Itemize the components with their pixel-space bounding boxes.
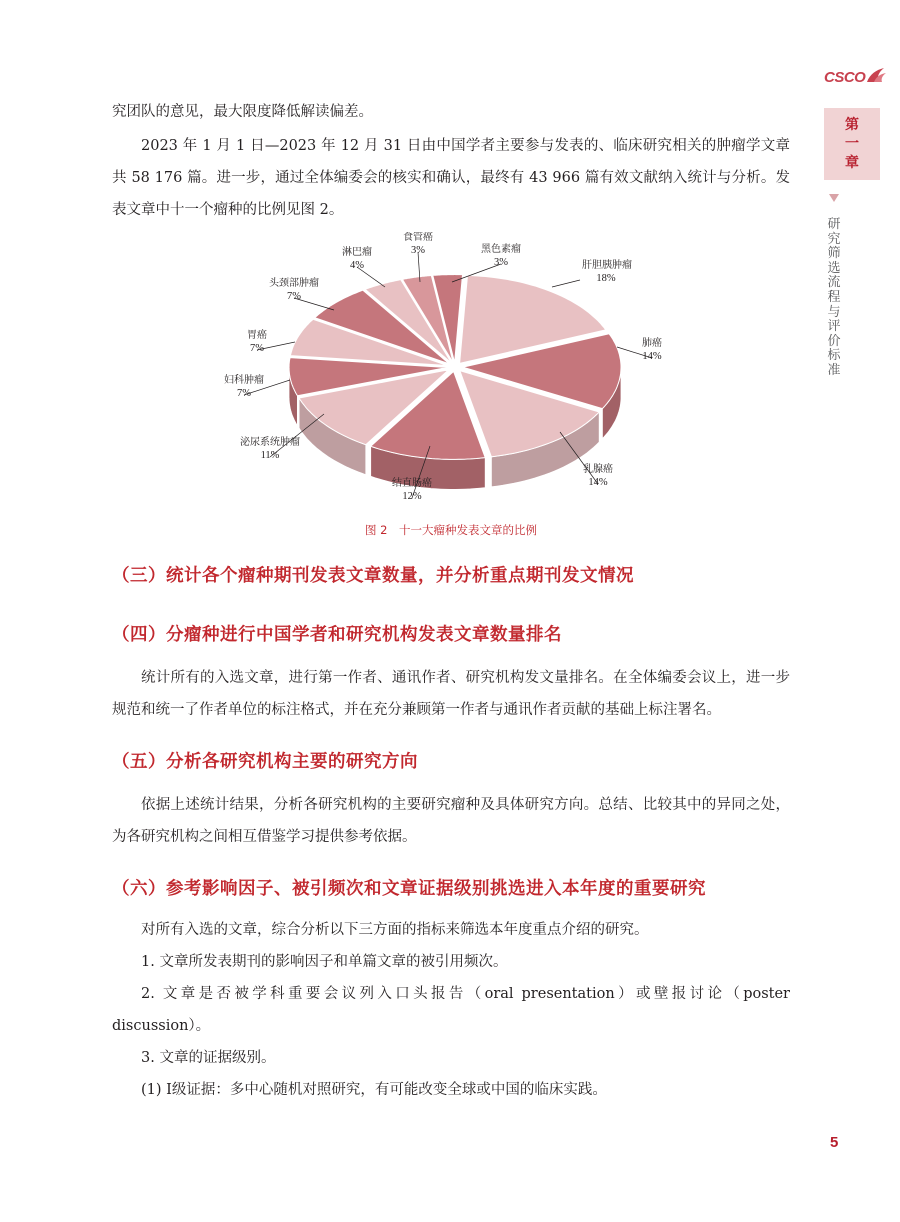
section-heading: （五）分析各研究机构主要的研究方向 xyxy=(112,752,418,772)
pie-chart-figure xyxy=(112,232,790,542)
slice-label: 黑色素瘤 xyxy=(481,244,521,255)
slice-label: 肺癌 xyxy=(642,338,662,349)
section-heading: （三）统计各个瘤种期刊发表文章数量，并分析重点期刊发文情况 xyxy=(112,566,634,586)
section-heading: （六）参考影响因子、被引频次和文章证据级别挑选进入本年度的重要研究 xyxy=(112,879,706,899)
pie-chart xyxy=(112,232,790,522)
side-title-char: 究 xyxy=(827,231,841,247)
triangle-down-icon xyxy=(829,194,839,202)
list-item: 3. 文章的证据级别。 xyxy=(141,1050,276,1066)
slice-label: 妇科肿瘤 xyxy=(224,375,264,386)
slice-percent: 3% xyxy=(494,257,508,268)
logo-flame-icon xyxy=(864,64,888,88)
slice-label: 肝胆胰肿瘤 xyxy=(582,260,632,271)
paragraph: 对所有入选的文章，综合分析以下三方面的指标来筛选本年度重点介绍的研究。 xyxy=(141,922,649,938)
section-heading: （四）分瘤种进行中国学者和研究机构发表文章数量排名 xyxy=(112,625,562,645)
figure-caption: 图 2 十一大瘤种发表文章的比例 xyxy=(365,523,537,537)
chapter-char: 一 xyxy=(845,135,859,152)
list-item: 2. 文章是否被学科重要会议列入口头报告（oral presentation）或壁报讨论（poster discussion）。 xyxy=(112,986,790,1034)
side-title-char: 筛 xyxy=(827,246,841,262)
slice-percent: 11% xyxy=(260,450,280,461)
slice-percent: 4% xyxy=(350,260,364,271)
slice-percent: 3% xyxy=(411,245,425,256)
slice-percent: 18% xyxy=(596,273,616,284)
side-title-char: 价 xyxy=(827,333,841,349)
slice-percent: 7% xyxy=(250,343,264,354)
slice-label: 结直肠癌 xyxy=(392,478,432,489)
page-number: 5 xyxy=(830,1134,839,1151)
chapter-tab xyxy=(824,108,880,180)
side-title-char: 标 xyxy=(827,348,841,364)
page-content xyxy=(112,96,790,1106)
list-item: (1) Ⅰ级证据：多中心随机对照研究，有可能改变全球或中国的临床实践。 xyxy=(141,1082,607,1098)
paragraph: 2023 年 1 月 1 日—2023 年 12 月 31 日由中国学者主要参与发表的、临床研究相关的肿瘤学文章共 58 176 篇。进一步，通过全体编委会的核实和确认，最终有 43 966 篇有效文献纳入统计与分析。发表文章中十一个瘤种的比例见图 2。 xyxy=(112,138,790,218)
csco-logo xyxy=(820,62,890,92)
list-item: 1. 文章所发表期刊的影响因子和单篇文章的被引用频次。 xyxy=(141,954,508,970)
slice-label: 食管癌 xyxy=(403,232,433,243)
side-title-char: 与 xyxy=(827,304,841,320)
leader-line xyxy=(552,280,580,287)
chapter-side-title xyxy=(825,218,843,379)
side-title-char: 选 xyxy=(827,260,841,276)
slice-label: 泌尿系统肿瘤 xyxy=(240,437,300,448)
slice-percent: 7% xyxy=(287,291,301,302)
logo-text: CSCO xyxy=(824,69,866,86)
paragraph: 依据上述统计结果，分析各研究机构的主要研究瘤种及具体研究方向。总结、比较其中的异同之处，为各研究机构之间相互借鉴学习提供参考依据。 xyxy=(112,797,790,845)
side-title-char: 流 xyxy=(827,275,841,291)
slice-percent: 12% xyxy=(402,491,422,502)
chapter-char: 章 xyxy=(845,154,859,171)
slice-label: 胃癌 xyxy=(247,330,267,341)
slice-label: 头颈部肿瘤 xyxy=(269,278,319,289)
chapter-char: 第 xyxy=(845,116,859,133)
slice-label: 乳腺癌 xyxy=(583,464,613,475)
slice-percent: 14% xyxy=(642,351,662,362)
slice-label: 淋巴瘤 xyxy=(342,247,372,258)
slice-percent: 7% xyxy=(237,388,251,399)
side-title-char: 评 xyxy=(827,319,841,335)
side-title-char: 研 xyxy=(827,217,841,232)
slice-percent: 14% xyxy=(588,477,608,488)
side-title-char: 准 xyxy=(827,362,841,378)
paragraph: 统计所有的入选文章，进行第一作者、通讯作者、研究机构发文量排名。在全体编委会议上，进一步规范和统一了作者单位的标注格式，并在充分兼顾第一作者与通讯作者贡献的基础上标注署名。 xyxy=(112,670,790,718)
paragraph: 究团队的意见，最大限度降低解读偏差。 xyxy=(112,104,373,120)
side-title-char: 程 xyxy=(827,289,841,305)
